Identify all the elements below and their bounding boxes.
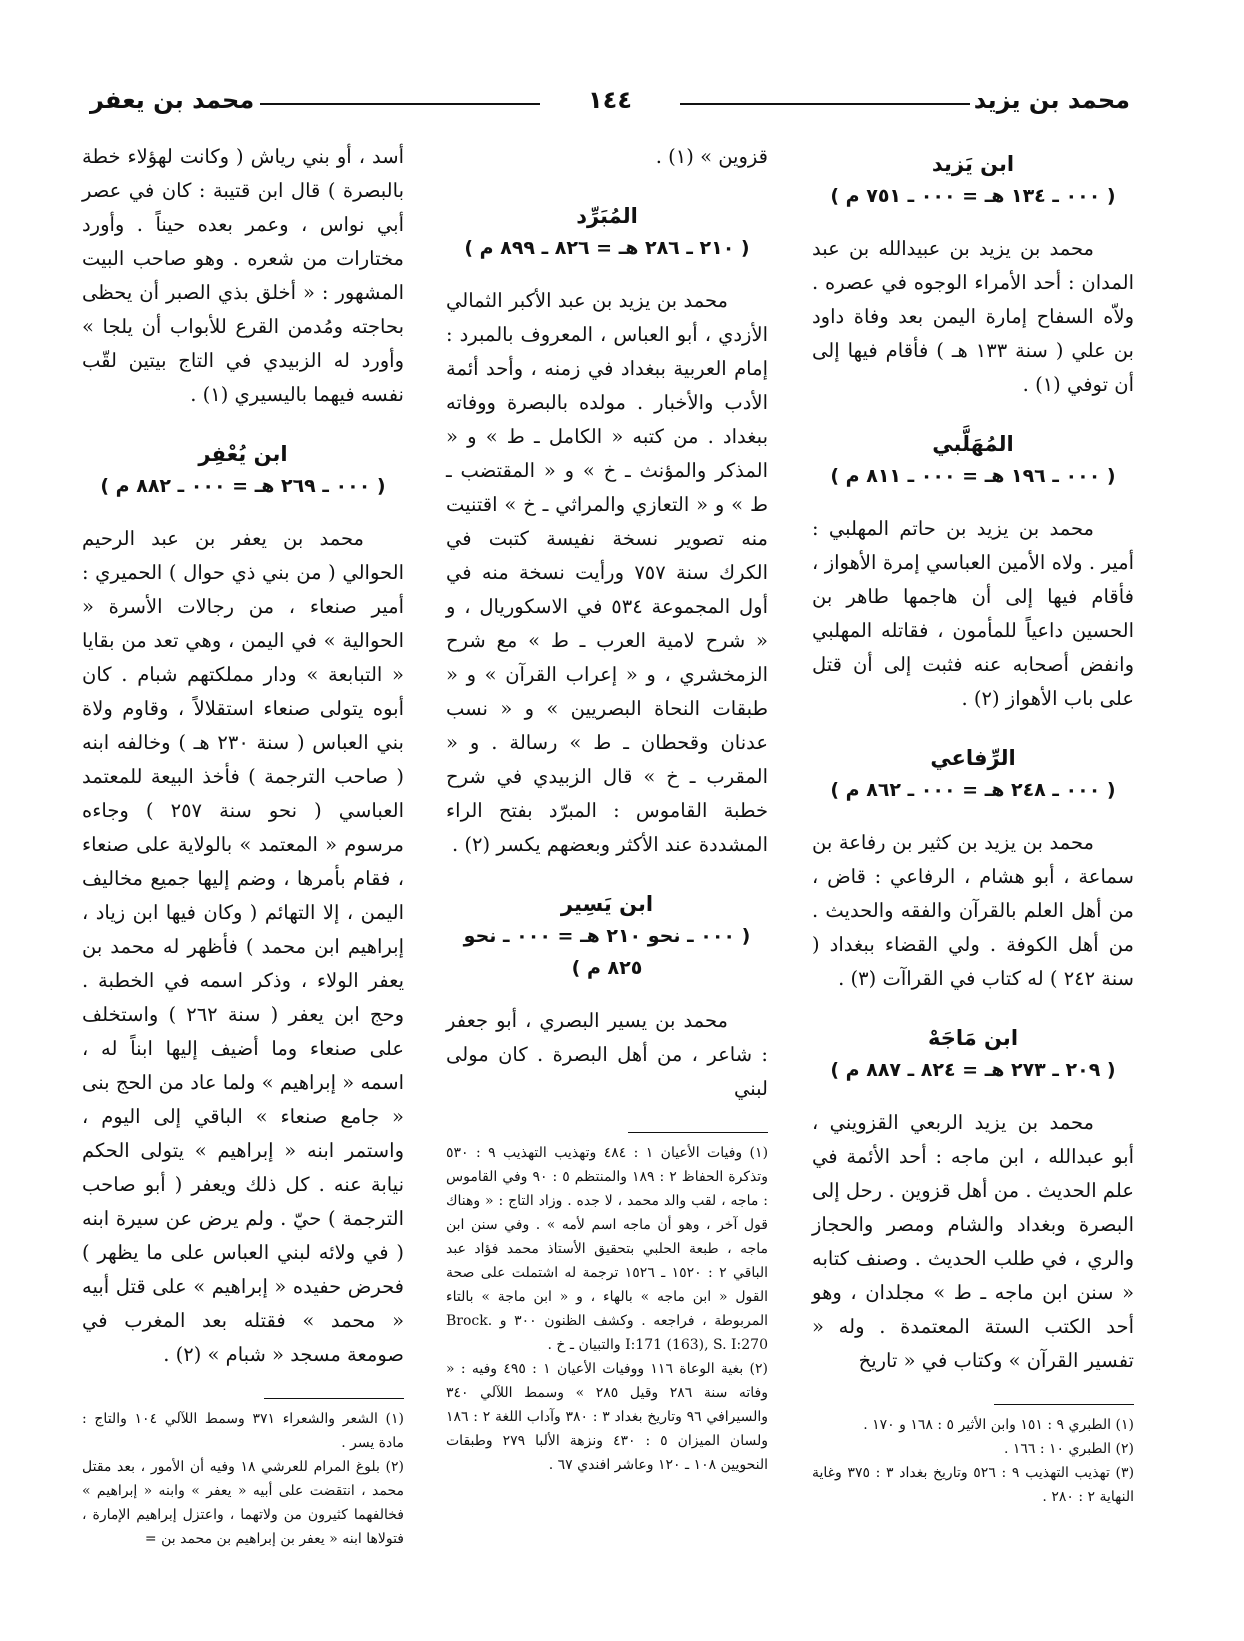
footnote: (٢) بغية الوعاة ١١٦ ووفيات الأعيان ١ : ٤٩٥ وفيه : « وفاته سنة ٢٨٦ وقيل ٢٨٥ » وسمط اللآلي ٣٤٠ والسيرافي ٩٦ وتاريخ بغداد ٣ : ٣٨٠ وآداب اللغة ٢ : ١٨٦ ولسان الميزان ٥ : ٤٣٠ ونزهة الألبا ٢٧٩ وطبقات النحويين ١٠٨ ـ ١٢٠ وعاشر افندي ٦٧ . [446, 1361, 769, 1473]
entry-title: ابن يُعْفِر [198, 442, 288, 466]
entry-title: ابن يَزيد [931, 152, 1015, 176]
page-number: ١٤٤ [578, 86, 642, 114]
entry-title: الرِّفاعي [930, 746, 1016, 770]
entry-title: المُهَلَّبي [932, 432, 1014, 456]
footnote: (١) وفيات الأعيان ١ : ٤٨٤ وتهذيب التهذيب ٩ : ٥٣٠ وتذكرة الحفاظ ٢ : ١٨٩ والمنتظم ٥ : ٩٠ وفي القاموس : ماجه ، لقب والد محمد ، لا جده . وزاد التاج : « وهناك قول آخر ، وهو أن ماجه اسم لأمه » . وفي سنن ابن ماجه ، طبعة الحلبي بتحقيق الأستاذ محمد فؤاد عبد الباقي ٢ : ١٥٢٠ ـ ١٥٢٦ ترجمة له اشتملت على صحة القول « ابن ماجه » بالهاء ، و « ابن ماجة » بالتاء المربوطة ، فراجعه . وكشف الظنون ٣٠٠ و Brock. I:171 (163), S. I:270 والتبيان ـ خ . [446, 1145, 769, 1353]
header-rule-right [680, 103, 970, 105]
entry-title: المُبَرِّد [576, 204, 638, 228]
entry-text: محمد بن يزيد بن حاتم المهلبي : أمير . ولاه الأمين العباسي إمرة الأهواز ، فأقام فيها إلى أن هاجمها طاهر بن الحسين داعياً للمأمون ، فقاتله المهلبي وانفض أصحابه عنه فثبت إلى أن قتل على باب الأهواز (٢) . [812, 517, 1134, 710]
entry-dates: ( ٠٠٠ ـ ٢٦٩ هـ = ٠٠٠ ـ ٨٨٢ م ) [100, 475, 386, 497]
entry-dates: ( ٢١٠ ـ ٢٨٦ هـ = ٨٢٦ ـ ٨٩٩ م ) [464, 237, 750, 259]
header-rule-left [260, 103, 540, 105]
footnote: (٣) تهذيب التهذيب ٩ : ٥٢٦ وتاريخ بغداد ٣ : ٣٧٥ وغاية النهاية ٢ : ٢٨٠ . [812, 1465, 1135, 1505]
footnote-rule [628, 1132, 768, 1133]
entry-dates: ( ٢٠٩ ـ ٢٧٣ هـ = ٨٢٤ ـ ٨٨٧ م ) [830, 1059, 1116, 1081]
footnote: (٢) بلوغ المرام للعرشي ١٨ وفيه أن الأمور ، بعد مقتل محمد ، انتقضت على أبيه « يعفر » وابنه « إبراهيم » فخالفهما كثيرون من ولاتهما ، واعتزل إبراهيم الإمارة ، فتولاها ابنه « يعفر بن إبراهيم بن محمد بن = [82, 1459, 404, 1547]
header-left-title: محمد بن يعفر [90, 86, 255, 114]
entry-title: ابن يَسِير [560, 892, 654, 916]
entry-dates: ( ٠٠٠ ـ ٢٤٨ هـ = ٠٠٠ ـ ٨٦٢ م ) [830, 779, 1116, 801]
entry-text: محمد بن يسير البصري ، أبو جعفر : شاعر ، من أهل البصرة . كان مولى لبني [446, 1009, 768, 1100]
footnote: (١) الشعر والشعراء ٣٧١ وسمط اللآلي ١٠٤ والتاج : مادة يسر . [82, 1411, 404, 1451]
entry-text: محمد بن يزيد بن عبيدالله بن عبد المدان : أحد الأمراء الوجوه في عصره . ولاّه السفاح إمارة اليمن بعد وفاة داود بن علي ( سنة ١٣٣ هـ ) فأقام فيها إلى أن توفي (١) . [812, 237, 1134, 396]
column-right [812, 140, 1134, 1509]
entry-title: ابن مَاجَهْ [927, 1026, 1019, 1050]
entry-text: محمد بن يزيد بن عبد الأكبر الثمالي الأزدي ، أبو العباس ، المعروف بالمبرد : إمام العربية ببغداد في زمنه ، وأحد أئمة الأدب والأخبار . مولده بالبصرة ووفاته ببغداد . من كتبه « الكامل ـ ط » و « المذكر والمؤنث ـ خ » و « المقتضب ـ ط » و « التعازي والمراثي ـ خ » اقتنيت منه تصوير نسخة نفيسة كتبت في الكرك سنة ٧٥٧ ورأيت نسخة منه في أول المجموعة ٥٣٤ في الاسكوريال ، و « شرح لامية العرب ـ ط » مع شرح الزمخشري ، و « إعراب القرآن » و « طبقات النحاة البصريين » و « نسب عدنان وقحطان ـ ط » رسالة . و « المقرب ـ خ » قال الزبيدي في شرح خطبة القاموس : المبرّد بفتح الراء المشددة عند الأكثر وبعضهم يكسر (٢) . [446, 289, 768, 856]
footnote-rule [264, 1398, 404, 1399]
entry-text: محمد بن يزيد الربعي القزويني ، أبو عبدالله ، ابن ماجه : أحد الأئمة في علم الحديث . من أهل قزوين . رحل إلى البصرة وبغداد والشام ومصر والحجاز والري ، في طلب الحديث . وصنف كتابه « سنن ابن ماجه ـ ط » مجلدان ، وهو أحد الكتب الستة المعتمدة . وله « تفسير القرآن » وكتاب في « تاريخ [812, 1111, 1134, 1372]
entry-text: محمد بن يزيد بن كثير بن رفاعة بن سماعة ، أبو هشام ، الرفاعي : قاض ، من أهل العلم بالقرآن والفقه والحديث . من أهل الكوفة . ولي القضاء ببغداد ( سنة ٢٤٢ ) له كتاب في القراآت (٣) . [812, 831, 1134, 990]
column-middle [446, 140, 768, 1477]
continuation-text: أسد ، أو بني رياش ( وكانت لهؤلاء خطة بالبصرة ) قال ابن قتيبة : كان في عصر أبي نواس ، وعمر بعده حيناً . وأورد مختارات من شعره . وهو صاحب البيت المشهور : « أخلق بذي الصبر أن يحظى بحاجته ومُدمن القرع للأبواب أن يلجا » وأورد له الزبيدي في التاج بيتين لقّب نفسه فيهما باليسيري (١) . [82, 145, 404, 406]
footnote: (٢) الطبري ١٠ : ١٦٦ . [1003, 1441, 1134, 1457]
footnote: (١) الطبري ٩ : ١٥١ وابن الأثير ٥ : ١٦٨ و ١٧٠ . [863, 1417, 1134, 1433]
entry-dates: ( ٠٠٠ ـ نحو ٢١٠ هـ = ٠٠٠ ـ نحو ٨٢٥ م ) [463, 925, 751, 979]
page-header [90, 86, 1130, 122]
entry-text: محمد بن يعفر بن عبد الرحيم الحوالي ( من بني ذي حوال ) الحميري : أمير صنعاء ، من رجالات الأسرة « الحوالية » في اليمن ، وهي تعد من بقايا « التبابعة » ودار مملكتهم شبام . كان أبوه يتولى صنعاء استقلالاً ، وقاوم ولاة بني العباس ( سنة ٢٣٠ هـ ) وخالفه ابنه ( صاحب الترجمة ) فأخذ البيعة للمعتمد العباسي ( نحو سنة ٢٥٧ ) وجاءه مرسوم « المعتمد » بالولاية على صنعاء ، فقام بأمرها ، وضم إليها جميع مخاليف اليمن ، إلا التهائم ( وكان فيها ابن زياد ، إبراهيم ابن محمد ) فأظهر له محمد بن يعفر الولاء ، وذكر اسمه في الخطبة . وحج ابن يعفر ( سنة ٢٦٢ ) واستخلف على صنعاء وما أضيف إليها ابناً له ، اسمه « إبراهيم » ولما عاد من الحج بنى « جامع صنعاء » الباقي إلى اليوم ، واستمر ابنه « إبراهيم » يتولى الحكم نيابة عنه . كل ذلك ويعفر ( أبو صاحب الترجمة ) حيّ . ولم يرض عن سيرة ابنه ( في ولائه لبني العباس على ما يظهر ) فحرض حفيده « إبراهيم » على قتل أبيه « محمد » فقتله بعد المغرب في صومعة مسجد « شبام » (٢) . [82, 527, 404, 1366]
footnote-rule [994, 1404, 1134, 1405]
entry-dates: ( ٠٠٠ ـ ١٩٦ هـ = ٠٠٠ ـ ٨١١ م ) [830, 465, 1116, 487]
continuation-text: قزوين » (١) . [655, 145, 768, 168]
entry-dates: ( ٠٠٠ ـ ١٣٤ هـ = ٠٠٠ ـ ٧٥١ م ) [830, 185, 1116, 207]
column-left [82, 140, 404, 1551]
header-right-title: محمد بن يزيد [973, 86, 1130, 114]
